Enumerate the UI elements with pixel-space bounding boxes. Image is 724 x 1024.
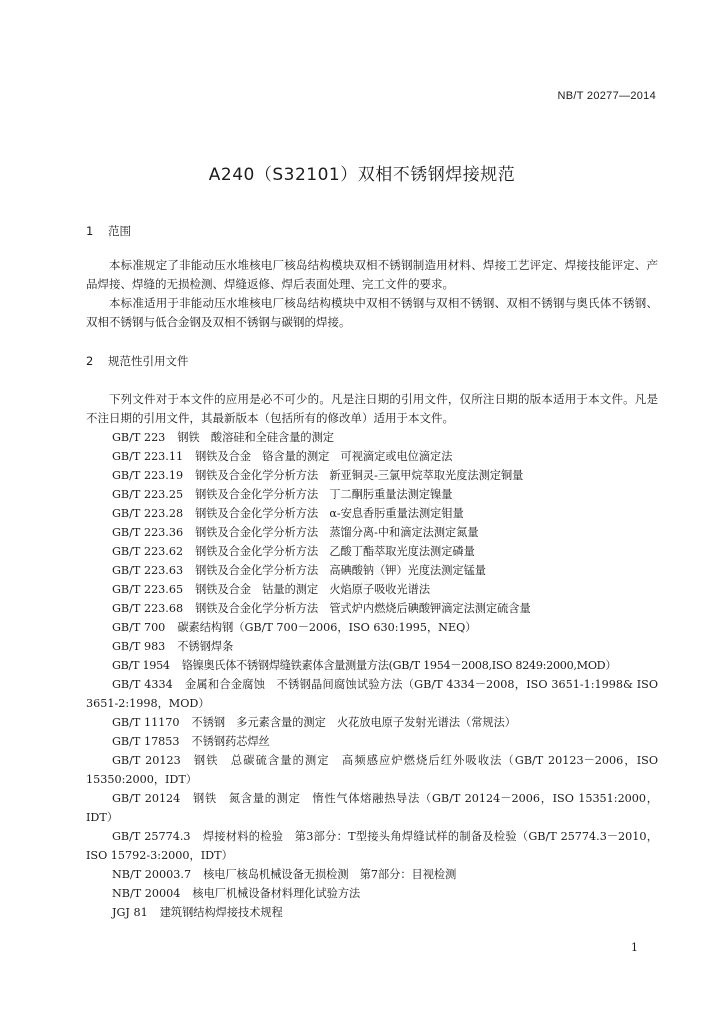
reference-item bbox=[86, 903, 658, 922]
reference-code: GB/T 223.36 bbox=[112, 526, 184, 539]
reference-title: 核电厂核岛机械设备无损检测 第7部分：目视检测 bbox=[203, 868, 457, 881]
reference-item bbox=[86, 504, 658, 523]
section-number: 1 bbox=[86, 224, 94, 238]
reference-item bbox=[86, 751, 658, 789]
reference-item bbox=[86, 618, 658, 637]
reference-item bbox=[86, 865, 658, 884]
reference-code: GB/T 20124 bbox=[112, 792, 181, 805]
paragraph: 本标准适用于非能动压水堆核电厂核岛结构模块中双相不锈钢与双相不锈钢、双相不锈钢与奥氏体不锈钢、双相不锈钢与低合金钢及双相不锈钢与碳钢的焊接。 bbox=[86, 296, 658, 329]
reference-code: GB/T 20123 bbox=[112, 754, 181, 767]
reference-code: GB/T 223.28 bbox=[112, 507, 184, 520]
reference-item bbox=[86, 732, 658, 751]
reference-title: 不锈钢焊条 bbox=[177, 640, 234, 653]
reference-item bbox=[86, 485, 658, 504]
document-title: A240（S32101）双相不锈钢焊接规范 bbox=[208, 165, 516, 185]
reference-title: 核电厂机械设备材料理化试验方法 bbox=[192, 887, 361, 900]
standard-number: NB/T 20277—2014 bbox=[557, 90, 656, 102]
reference-title: 金属和合金腐蚀 不锈钢晶间腐蚀试验方法（GB/T 4334－2008，ISO 3651-1:1998& ISO 3651-2:1998，MOD） bbox=[86, 678, 658, 710]
reference-code: GB/T 223.65 bbox=[112, 583, 184, 596]
reference-title: 钢铁及合金化学分析方法 α-安息香肟重量法测定钼量 bbox=[195, 507, 464, 520]
reference-title: 钢铁 总碳硫含量的测定 高频感应炉燃烧后红外吸收法（GB/T 20123－2006，ISO 15350:2000，IDT） bbox=[86, 754, 658, 786]
reference-code: GB/T 223.25 bbox=[112, 488, 184, 501]
reference-title: 钢铁及合金化学分析方法 丁二酮肟重量法测定镍量 bbox=[195, 488, 453, 501]
reference-item bbox=[86, 447, 658, 466]
reference-code: GB/T 223.19 bbox=[112, 469, 184, 482]
reference-code: GB/T 983 bbox=[112, 640, 166, 653]
paragraph: 本标准规定了非能动压水堆核电厂核岛结构模块双相不锈钢制造用材料、焊接工艺评定、焊接技能评定、产品焊接、焊缝的无损检测、焊缝返修、焊后表面处理、完工文件的要求。 bbox=[86, 258, 658, 291]
reference-item bbox=[86, 675, 658, 713]
reference-code: GB/T 223.11 bbox=[112, 450, 184, 463]
reference-item bbox=[86, 789, 658, 827]
reference-title: 焊接材料的检验 第3部分：T型接头角焊缝试样的制备及检验（GB/T 25774.3－2010，ISO 15792-3:2000，IDT） bbox=[86, 830, 658, 862]
reference-item bbox=[86, 542, 658, 561]
reference-title: 铬镍奥氏体不锈钢焊缝铁素体含量测量方法(GB/T 1954－2008,ISO 8249:2000,MOD） bbox=[181, 659, 617, 672]
section-title: 规范性引用文件 bbox=[108, 354, 189, 368]
reference-code: GB/T 4334 bbox=[112, 678, 173, 691]
section-number: 2 bbox=[86, 354, 94, 368]
reference-item bbox=[86, 466, 658, 485]
reference-item bbox=[86, 428, 658, 447]
reference-item bbox=[86, 637, 658, 656]
reference-code: GB/T 1954 bbox=[112, 659, 170, 672]
reference-item bbox=[86, 827, 658, 865]
section-1-heading bbox=[86, 223, 131, 239]
section-title: 范围 bbox=[108, 224, 131, 238]
reference-title: 钢铁及合金化学分析方法 新亚铜灵-三氯甲烷萃取光度法测定铜量 bbox=[195, 469, 524, 482]
reference-code: GB/T 700 bbox=[112, 621, 166, 634]
reference-title: 钢铁及合金化学分析方法 蒸馏分离-中和滴定法测定氮量 bbox=[195, 526, 479, 539]
reference-title: 钢铁及合金化学分析方法 管式炉内燃烧后碘酸钾滴定法测定硫含量 bbox=[195, 602, 531, 615]
reference-code: GB/T 17853 bbox=[112, 735, 180, 748]
reference-code: GB/T 223.62 bbox=[112, 545, 184, 558]
page-number: 1 bbox=[631, 941, 638, 954]
paragraph: 下列文件对于本文件的应用是必不可少的。凡是注日期的引用文件，仅所注日期的版本适用于本文件。凡是不注日期的引用文件，其最新版本（包括所有的修改单）适用于本文件。 bbox=[86, 392, 658, 425]
reference-title: 钢铁及合金化学分析方法 乙酸丁酯萃取光度法测定磷量 bbox=[195, 545, 475, 558]
reference-title: 钢铁 酸溶硅和全硅含量的测定 bbox=[177, 431, 334, 444]
reference-code: GB/T 11170 bbox=[112, 716, 180, 729]
reference-item bbox=[86, 580, 658, 599]
reference-title: 钢铁及合金化学分析方法 高碘酸钠（钾）光度法测定锰量 bbox=[195, 564, 486, 577]
reference-code: NB/T 20004 bbox=[112, 887, 181, 900]
reference-code: JGJ 81 bbox=[112, 906, 148, 919]
reference-title: 不锈钢药芯焊丝 bbox=[191, 735, 270, 748]
reference-title: 钢铁 氮含量的测定 惰性气体熔融热导法（GB/T 20124－2006，ISO 15351:2000，IDT） bbox=[86, 792, 658, 824]
reference-code: GB/T 223.68 bbox=[112, 602, 184, 615]
reference-item bbox=[86, 656, 658, 675]
reference-code: GB/T 25774.3 bbox=[112, 830, 191, 843]
reference-title: 碳素结构钢（GB/T 700－2006，ISO 630:1995，NEQ） bbox=[177, 621, 477, 634]
reference-item bbox=[86, 713, 658, 732]
reference-title: 不锈钢 多元素含量的测定 火花放电原子发射光谱法（常规法） bbox=[191, 716, 516, 729]
reference-title: 钢铁及合金 铬含量的测定 可视滴定或电位滴定法 bbox=[195, 450, 453, 463]
reference-item bbox=[86, 884, 658, 903]
reference-title: 建筑钢结构焊接技术规程 bbox=[159, 906, 283, 919]
reference-item bbox=[86, 523, 658, 542]
reference-item bbox=[86, 561, 658, 580]
reference-code: GB/T 223 bbox=[112, 431, 166, 444]
section-2-heading bbox=[86, 353, 189, 369]
reference-code: NB/T 20003.7 bbox=[112, 868, 192, 881]
reference-code: GB/T 223.63 bbox=[112, 564, 184, 577]
reference-item bbox=[86, 599, 658, 618]
reference-title: 钢铁及合金 钴量的测定 火焰原子吸收光谱法 bbox=[195, 583, 431, 596]
